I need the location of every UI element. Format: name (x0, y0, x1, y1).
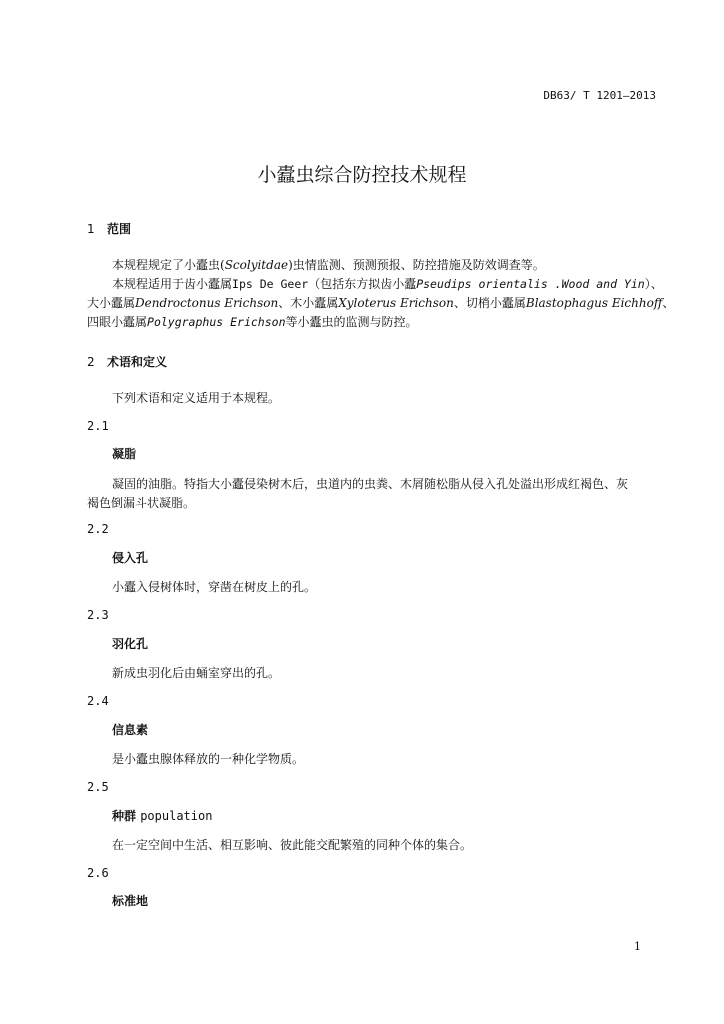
text-run: 等小蠹虫的监测与防控。 (285, 315, 418, 329)
term-definition: 凝固的油脂。特指大小蠹侵染树木后，虫道内的虫粪、木屑随松脂从侵入孔处溢出形成红褐色、灰 (112, 477, 629, 491)
section-heading-terms (87, 353, 167, 370)
text-run: 本规程适用于齿小蠹属 (112, 277, 233, 291)
genus-name: Ips De Geer (232, 277, 309, 291)
scope-paragraph-2-line-1 (112, 275, 663, 293)
text-run: 四眼小蠹属 (87, 315, 148, 329)
term-label: 种群 (112, 809, 137, 823)
term-number: 2.4 (87, 694, 109, 708)
section-title: 术语和定义 (107, 355, 168, 369)
text-run: 、木小蠹属 (278, 296, 339, 310)
term-name (112, 807, 212, 824)
terms-intro: 下列术语和定义适用于本规程。 (112, 391, 281, 405)
term-label: 信息素 (112, 723, 149, 737)
section-title: 范围 (107, 222, 132, 236)
scope-paragraph-2-line-3 (87, 313, 418, 331)
term-definition: 在一定空间中生活、相互影响、彼此能交配繁殖的同种个体的集合。 (112, 838, 473, 852)
term-definition-cont: 褐色倒漏斗状凝脂。 (87, 496, 196, 510)
latin-name: Dendroctonus Erichson (135, 296, 279, 310)
term-label: 标准地 (112, 894, 149, 908)
term-number: 2.1 (87, 419, 109, 433)
term-definition: 新成虫羽化后由蛹室穿出的孔。 (112, 666, 281, 680)
scope-paragraph-1 (112, 256, 545, 274)
text-run: ）、 (644, 277, 663, 291)
term-name (112, 549, 148, 566)
page-number: 1 (634, 940, 641, 953)
text-run: 、 (662, 296, 675, 310)
term-label: 侵入孔 (112, 551, 149, 565)
section-number: 2 (87, 355, 95, 369)
term-label: 凝脂 (112, 447, 137, 461)
latin-name: Xyloterus Erichson (338, 296, 454, 310)
term-number: 2.2 (87, 522, 109, 536)
latin-name: Polygraphus Erichson (147, 315, 286, 329)
document-title: 小蠹虫综合防控技术规程 (257, 164, 467, 186)
section-number: 1 (87, 222, 95, 236)
term-definition: 是小蠹虫腺体释放的一种化学物质。 (112, 752, 305, 766)
scope-paragraph-2-line-2 (87, 294, 674, 312)
section-heading-scope (87, 220, 131, 237)
term-english: population (140, 809, 213, 823)
text-run: 本规程规定了小蠹虫( (112, 258, 225, 272)
term-number: 2.3 (87, 608, 109, 622)
term-number: 2.6 (87, 866, 109, 880)
term-name (112, 635, 148, 652)
text-run: （包括东方拟齿小蠹 (308, 277, 417, 291)
latin-name: Pseudips orientalis .Wood and Yin (416, 277, 645, 291)
term-name (112, 721, 148, 738)
standard-code: DB63/ T 1201—2013 (543, 89, 656, 102)
text-run: 、切梢小蠹属 (453, 296, 526, 310)
term-name (112, 892, 148, 909)
text-run: 大小蠹属 (87, 296, 136, 310)
latin-name: Scolyitdae (224, 258, 289, 272)
term-definition: 小蠹入侵树体时，穿凿在树皮上的孔。 (112, 580, 317, 594)
term-number: 2.5 (87, 780, 109, 794)
term-label: 羽化孔 (112, 637, 149, 651)
latin-name: Blastophagus Eichhoff (525, 296, 663, 310)
text-run: )虫情监测、预测预报、防控措施及防效调查等。 (288, 258, 545, 272)
term-name (112, 445, 136, 462)
